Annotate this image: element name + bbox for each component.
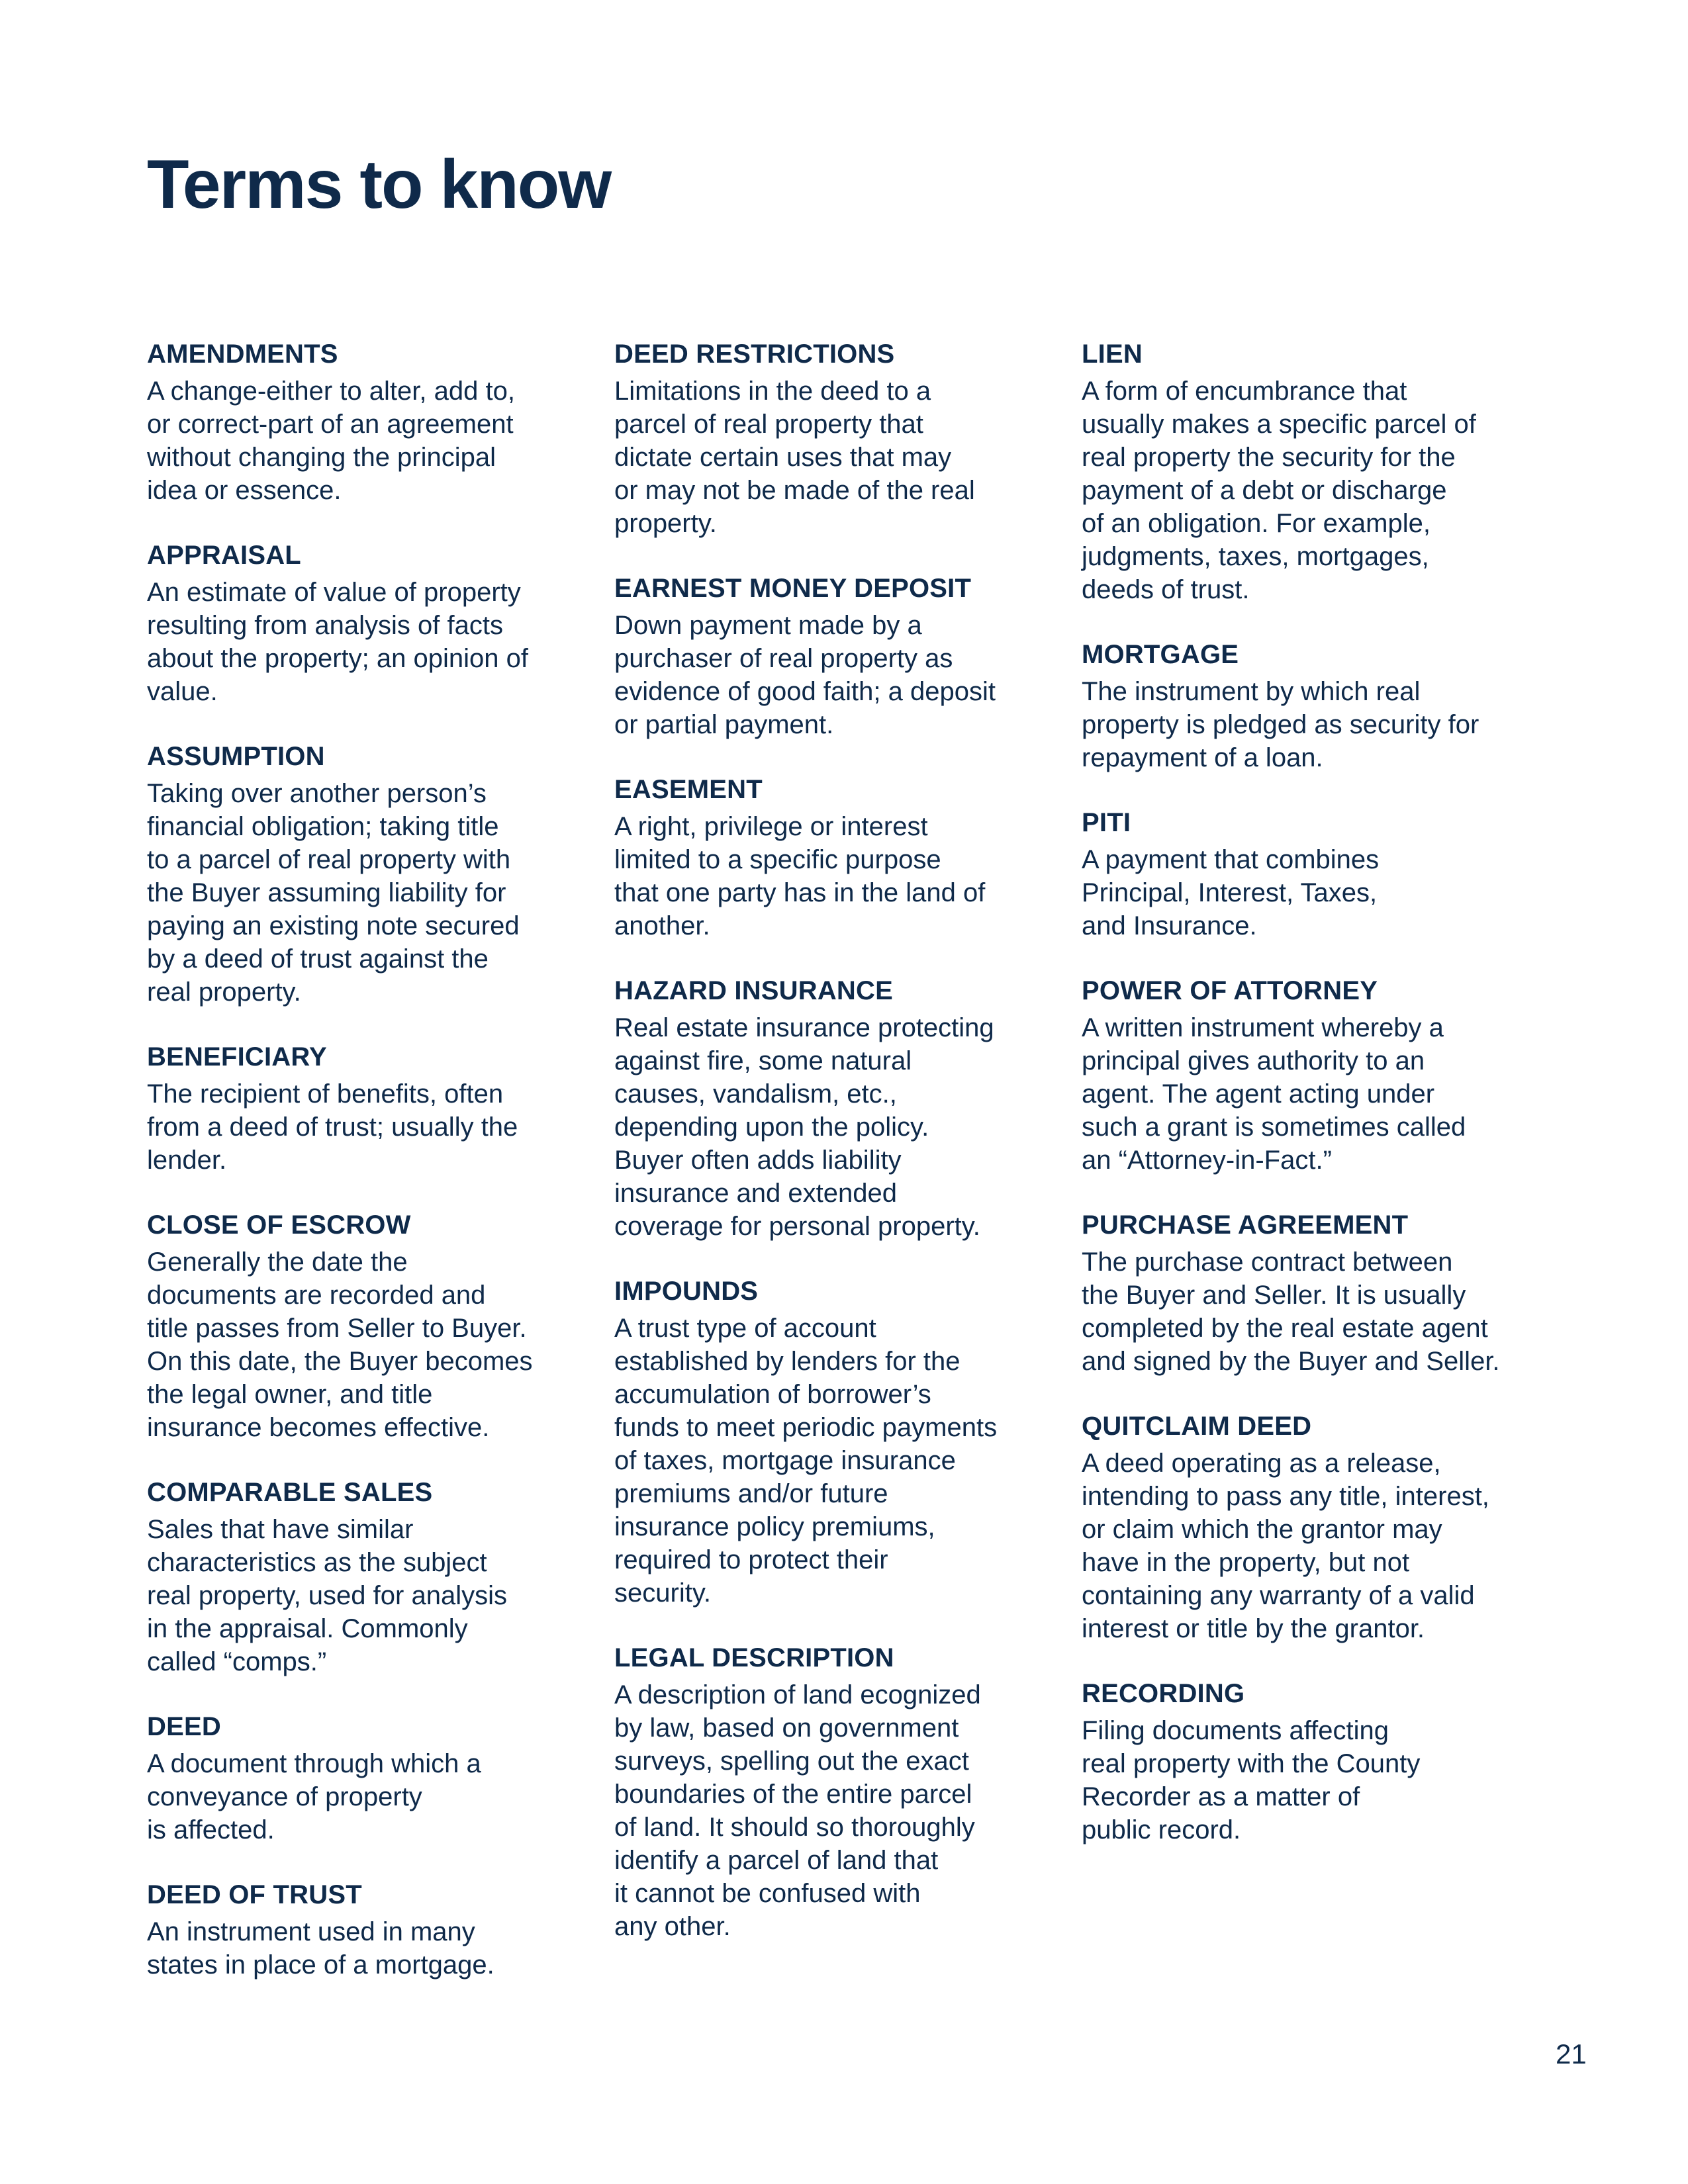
glossary-term: PURCHASE AGREEMENT <box>1082 1210 1409 1240</box>
glossary-entry <box>147 1710 584 1846</box>
glossary-definition: Down payment made by a purchaser of real property as evidence of good faith; a deposit or partial payment. <box>614 611 996 739</box>
glossary-term: CLOSE OF ESCROW <box>147 1210 411 1240</box>
glossary-entry <box>614 1641 1051 1943</box>
glossary-term: RECORDING <box>1082 1679 1245 1708</box>
glossary-definition: Limitations in the deed to a parcel of real property that dictate certain uses that may or may not be made of the real property. <box>614 377 975 538</box>
glossary-term: LEGAL DESCRIPTION <box>614 1643 894 1672</box>
glossary-term: BENEFICIARY <box>147 1042 327 1071</box>
glossary-definition: Generally the date the documents are recorded and title passes from Seller to Buyer. On this date, the Buyer becomes the legal owner, and title insurance becomes effective. <box>147 1248 533 1442</box>
glossary-entry <box>147 539 584 708</box>
glossary-term: IMPOUNDS <box>614 1277 759 1306</box>
glossary-definition: An instrument used in many states in place of a mortgage. <box>147 1917 494 1979</box>
glossary-entry <box>1082 338 1519 606</box>
glossary-entry <box>147 1040 584 1177</box>
glossary-term: DEED <box>147 1712 221 1741</box>
glossary-definition: A deed operating as a release, intending to pass any title, interest, or claim which the grantor may have in the property, but not containing any warranty of a valid interest or title by the grantor. <box>1082 1449 1489 1643</box>
terms-column-1 <box>147 338 584 2013</box>
glossary-definition: Sales that have similar characteristics as the subject real property, used for analysis in the appraisal. Commonly called “comps.” <box>147 1515 507 1676</box>
glossary-entry <box>147 740 584 1009</box>
glossary-definition: A written instrument whereby a principal gives authority to an agent. The agent acting under such a grant is sometimes called an “Attorney-in-Fact.” <box>1082 1013 1466 1175</box>
glossary-entry <box>147 1878 584 1981</box>
glossary-entry <box>614 773 1051 942</box>
glossary-entry <box>1082 638 1519 774</box>
glossary-term: POWER OF ATTORNEY <box>1082 976 1378 1005</box>
glossary-term: APPRAISAL <box>147 541 301 570</box>
glossary-term: COMPARABLE SALES <box>147 1478 433 1507</box>
glossary-term: MORTGAGE <box>1082 640 1239 669</box>
glossary-definition: A document through which a conveyance of property is affected. <box>147 1749 481 1844</box>
glossary-term: DEED RESTRICTIONS <box>614 340 895 369</box>
glossary-entry <box>1082 1208 1519 1378</box>
glossary-term: AMENDMENTS <box>147 340 338 369</box>
glossary-definition: The purchase contract between the Buyer and Seller. It is usually completed by the real estate agent and signed by the Buyer and Seller. <box>1082 1248 1500 1376</box>
glossary-entry <box>147 1476 584 1678</box>
glossary-definition: The recipient of benefits, often from a deed of trust; usually the lender. <box>147 1079 518 1175</box>
terms-column-2 <box>614 338 1051 1975</box>
glossary-term: LIEN <box>1082 340 1143 369</box>
glossary-entry <box>147 1208 584 1444</box>
glossary-definition: An estimate of value of property resulting from analysis of facts about the property; an opinion of value. <box>147 578 528 706</box>
glossary-entry <box>614 1275 1051 1610</box>
glossary-entry <box>614 338 1051 540</box>
glossary-definition: Filing documents affecting real property with the County Recorder as a matter of public record. <box>1082 1716 1421 1844</box>
page-title: Terms to know <box>147 146 611 223</box>
glossary-definition: A right, privilege or interest limited to a specific purpose that one party has in the land of another. <box>614 812 986 940</box>
glossary-definition: Taking over another person’s financial obligation; taking title to a parcel of real property with the Buyer assuming liability for paying an existing note secured by a deed of trust against the real property. <box>147 779 520 1007</box>
glossary-entry <box>147 338 584 507</box>
glossary-term: QUITCLAIM DEED <box>1082 1412 1312 1441</box>
glossary-entry <box>614 974 1051 1243</box>
glossary-entry <box>614 572 1051 741</box>
glossary-term: DEED OF TRUST <box>147 1880 362 1909</box>
glossary-term: EARNEST MONEY DEPOSIT <box>614 574 972 603</box>
glossary-term: EASEMENT <box>614 775 763 804</box>
glossary-definition: A form of encumbrance that usually makes a specific parcel of real property the security for the payment of a debt or discharge of an obligation. For example, judgments, taxes, mortgages, deeds of trust. <box>1082 377 1476 604</box>
glossary-definition: A description of land ecognized by law, based on government surveys, spelling out the exact boundaries of the entire parcel of land. It should so thoroughly identify a parcel of land that it cannot be confused with any other. <box>614 1680 981 1941</box>
glossary-definition: A trust type of account established by lenders for the accumulation of borrower’s funds to meet periodic payments of taxes, mortgage insurance premiums and/or future insurance policy premiums, required to protect their security. <box>614 1314 998 1608</box>
glossary-entry <box>1082 1410 1519 1645</box>
glossary-entry <box>1082 806 1519 942</box>
glossary-term: ASSUMPTION <box>147 742 325 771</box>
glossary-entry <box>1082 1677 1519 1846</box>
glossary-definition: A payment that combines Principal, Interest, Taxes, and Insurance. <box>1082 845 1380 940</box>
glossary-term: HAZARD INSURANCE <box>614 976 893 1005</box>
glossary-definition: A change-either to alter, add to, or correct-part of an agreement without changing the principal idea or essence. <box>147 377 515 505</box>
glossary-definition: Real estate insurance protecting against fire, some natural causes, vandalism, etc., depending upon the policy. Buyer often adds liability insurance and extended coverage for personal property. <box>614 1013 994 1241</box>
glossary-term: PITI <box>1082 808 1131 837</box>
glossary-entry <box>1082 974 1519 1177</box>
page-number: 21 <box>1556 2038 1587 2070</box>
glossary-definition: The instrument by which real property is pledged as security for repayment of a loan. <box>1082 677 1479 772</box>
terms-column-3 <box>1082 338 1519 1878</box>
